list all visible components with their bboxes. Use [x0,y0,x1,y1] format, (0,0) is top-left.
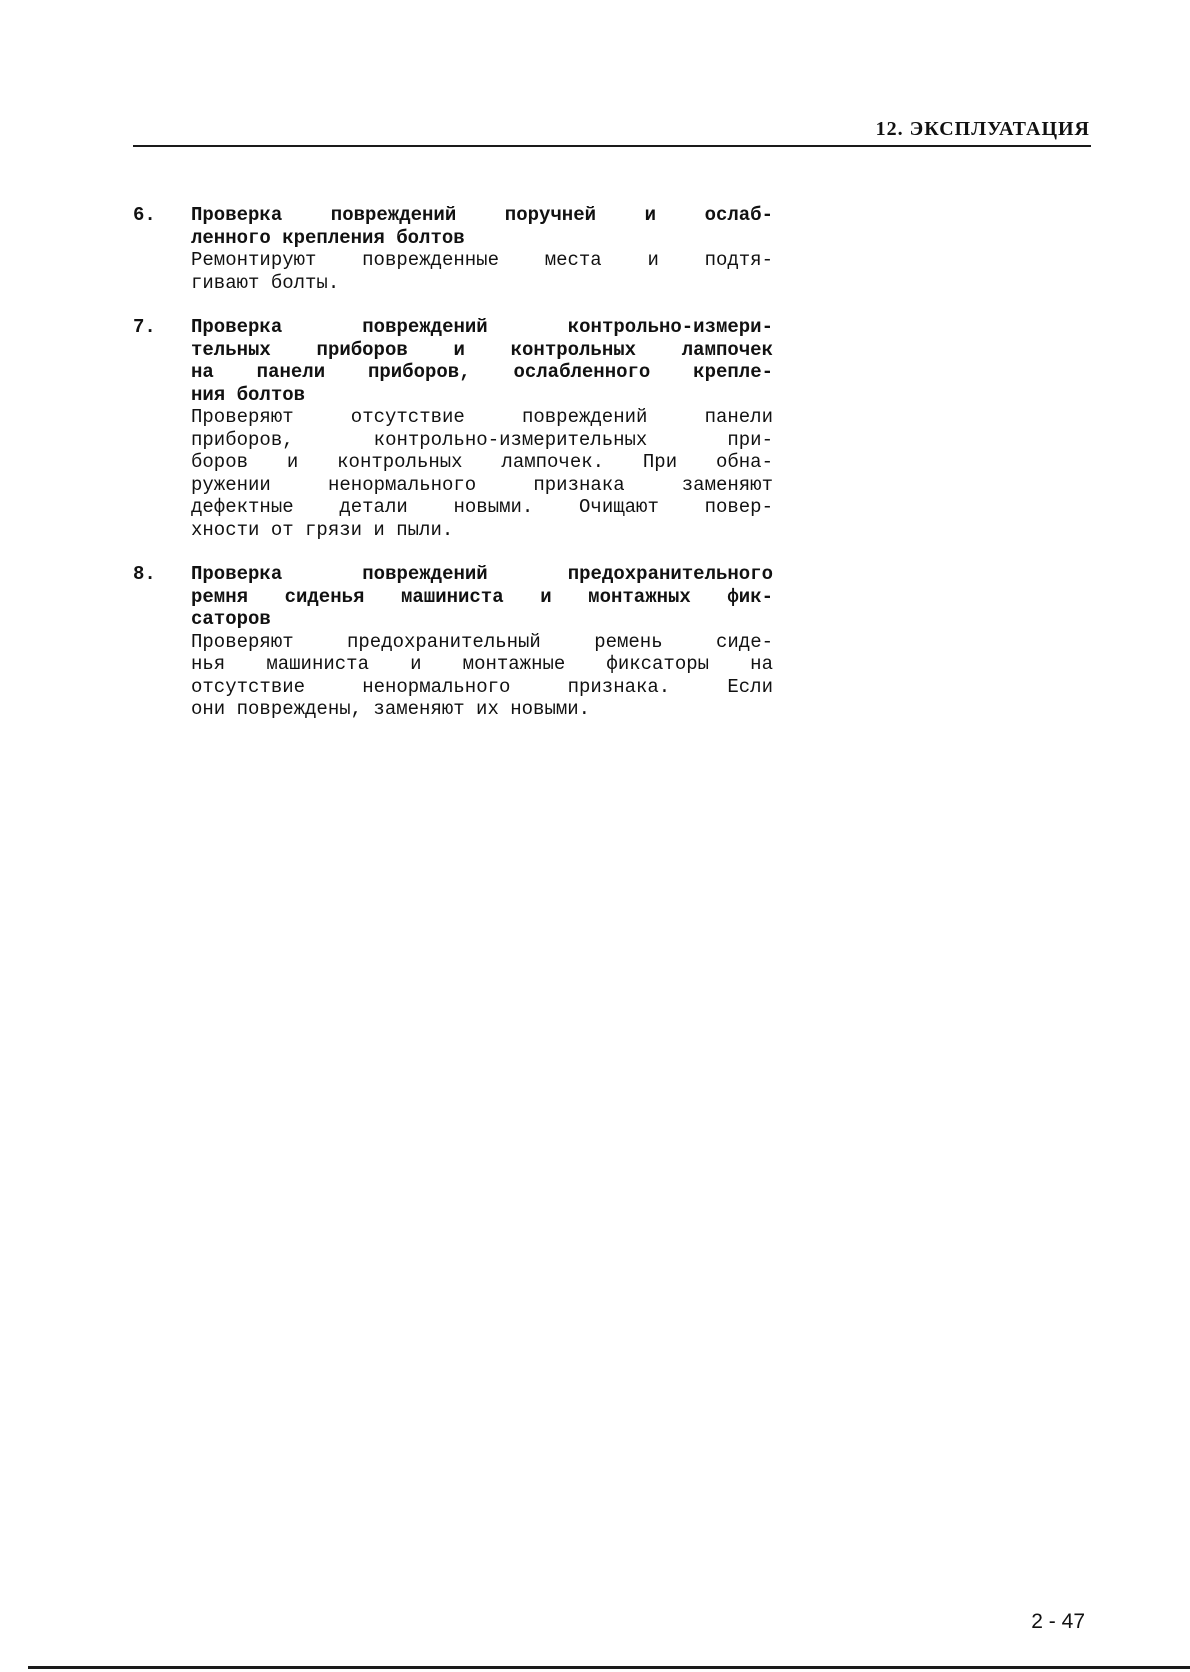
item-heading-line: на панели приборов, ослабленного крепле- [191,361,773,383]
list-item [133,563,773,721]
item-number: 6. [133,204,156,226]
item-heading-line: Проверка повреждений предохранительного [191,563,773,585]
item-body-line: хности от грязи и пыли. [191,518,454,541]
item-heading-line: тельных приборов и контрольных лампочек [191,338,773,361]
item-number: 7. [133,316,156,338]
item-body-line: отсутствие ненормального признака. Если [191,675,773,698]
item-body-line: гивают болты. [191,271,340,294]
section-title: 12. ЭКСПЛУАТАЦИЯ [875,118,1090,140]
item-body-line: нья машиниста и монтажные фиксаторы на [191,653,773,675]
list-item [133,316,773,541]
item-body-line: приборов, контрольно-измерительных при- [191,428,773,451]
item-heading-line: ленного крепления болтов [191,226,465,249]
item-heading-line: Проверка повреждений контрольно-измери- [191,316,773,338]
maintenance-items-list [133,204,773,743]
item-body-line: Ремонтируют поврежденные места и подтя- [191,249,773,271]
list-item [133,204,773,294]
page-number: 2 - 47 [1031,1610,1085,1633]
item-body-line: ружении ненормального признака заменяют [191,473,773,496]
header-rule [133,145,1091,147]
item-heading-line: ремня сиденья машиниста и монтажных фик- [191,585,773,608]
item-body-line: Проверяют предохранительный ремень сиде- [191,630,773,653]
item-body-line: Проверяют отсутствие повреждений панели [191,406,773,428]
item-heading-line: Проверка повреждений поручней и ослаб- [191,204,773,226]
item-heading-line: ния болтов [191,383,306,406]
footer-rule [28,1666,1190,1669]
item-number: 8. [133,563,156,585]
item-heading-line: саторов [191,608,271,630]
item-body-line: дефектные детали новыми. Очищают повер- [191,496,773,518]
item-body-line: они повреждены, заменяют их новыми. [191,698,591,720]
item-body-line: боров и контрольных лампочек. При обна- [191,451,773,473]
